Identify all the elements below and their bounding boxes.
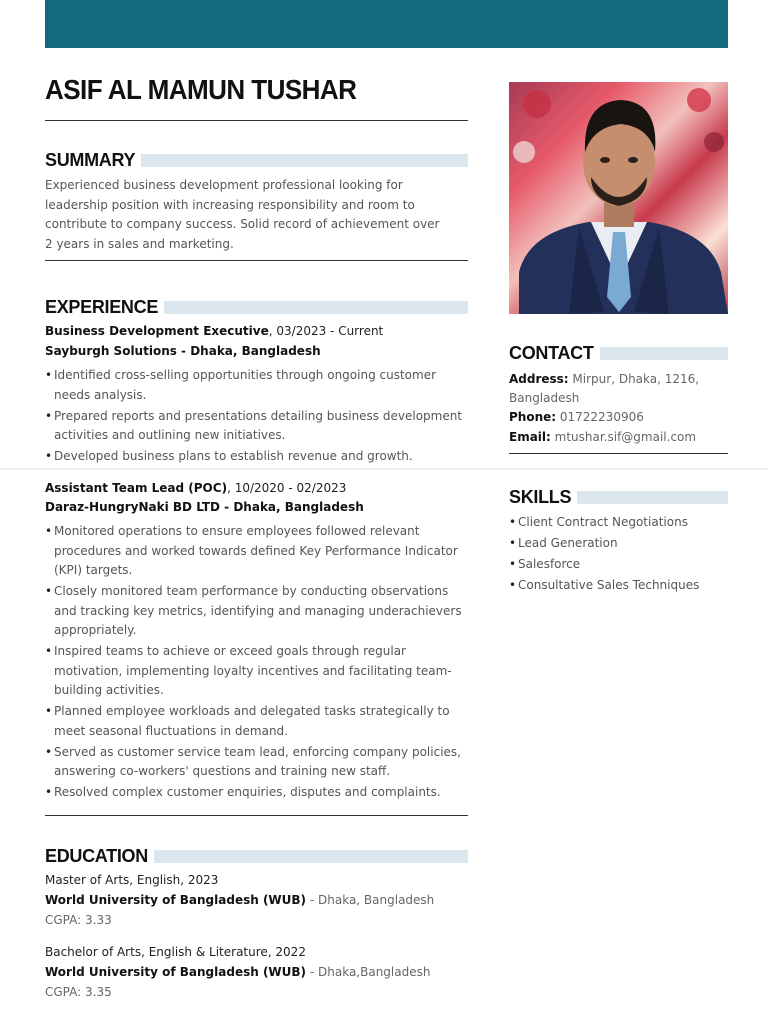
job-role: Assistant Team Lead (POC) [45, 481, 228, 495]
summary-text: Experienced business development professional looking for leadership position with increasing responsibility and room to contribute to company success. Solid record of achievement over 2 years in sales and marketing. [45, 178, 440, 251]
experience-title: EXPERIENCE [45, 297, 159, 317]
phone-label: Phone: [509, 410, 557, 424]
list-item: • Monitored operations to ensure employees followed relevant procedures and worked towards defined Key Performance Indicator (KPI) targets. [45, 522, 470, 581]
list-item: • Developed business plans to establish revenue and growth. [45, 447, 470, 467]
skill-item: • Lead Generation [509, 534, 728, 554]
summary-divider [45, 260, 468, 261]
education-degree-1: Master of Arts, English, 2023 [45, 873, 219, 887]
education-gpa-2: CGPA: 3.35 [45, 985, 112, 999]
list-item: • Inspired teams to achieve or exceed goals through regular motivation, implementing loyalty incentives and facilitating team-building activities. [45, 642, 470, 701]
education-location: - Dhaka, Bangladesh [306, 893, 435, 907]
email-label: Email: [509, 430, 551, 444]
education-degree-2: Bachelor of Arts, English & Literature, 2022 [45, 945, 306, 959]
job-title-2 [45, 481, 346, 495]
list-item: • Planned employee workloads and delegated tasks strategically to meet seasonal fluctuations in demand. [45, 702, 470, 741]
experience-band [164, 301, 468, 314]
list-item: • Prepared reports and presentations detailing business development activities and outlining new initiatives. [45, 407, 470, 446]
contact-band [600, 347, 728, 360]
profile-photo [509, 82, 728, 314]
email-value: mtushar.sif@gmail.com [550, 430, 697, 444]
education-title: EDUCATION [45, 846, 148, 866]
skills-title: SKILLS [509, 487, 572, 507]
education-gpa-1: CGPA: 3.33 [45, 913, 112, 927]
page-break [0, 468, 768, 470]
summary-title: SUMMARY [45, 150, 136, 170]
header-bar [45, 0, 728, 48]
contact-email [509, 428, 696, 448]
job-role: Business Development Executive [45, 324, 269, 338]
experience-divider [45, 815, 468, 816]
summary-heading [45, 150, 468, 171]
contact-address-line2: Bangladesh [509, 391, 580, 405]
job-bullets-1 [45, 366, 470, 468]
list-item: • Served as customer service team lead, enforcing company policies, answering co-workers' questions and training new staff. [45, 743, 470, 782]
education-heading [45, 846, 468, 867]
contact-divider [509, 453, 728, 454]
candidate-name: ASIF AL MAMUN TUSHAR [45, 74, 357, 105]
education-band [154, 850, 468, 863]
job-org-2: Daraz-HungryNaki BD LTD - Dhaka, Bangladesh [45, 500, 364, 514]
name-divider [45, 120, 468, 121]
list-item: • Closely monitored team performance by conducting observations and tracking key metrics, identifying and managing underachievers appropriately. [45, 582, 470, 641]
contact-title: CONTACT [509, 343, 594, 363]
portrait-illustration [509, 82, 728, 314]
address-label: Address: [509, 372, 569, 386]
job-dates: , 03/2023 - Current [268, 324, 384, 338]
education-location: - Dhaka,Bangladesh [306, 965, 431, 979]
skills-band [577, 491, 728, 504]
skill-item: • Consultative Sales Techniques [509, 576, 728, 596]
phone-value: 01722230906 [556, 410, 644, 424]
list-item: • Identified cross-selling opportunities through ongoing customer needs analysis. [45, 366, 470, 405]
education-school-line-2 [45, 963, 430, 983]
summary-band [141, 154, 468, 167]
experience-heading [45, 297, 468, 318]
list-item: • Resolved complex customer enquiries, disputes and complaints. [45, 783, 470, 803]
education-school: World University of Bangladesh (WUB) [45, 893, 307, 907]
address-value: Mirpur, Dhaka, 1216, [568, 372, 700, 386]
skill-item: • Salesforce [509, 555, 728, 575]
skills-list [509, 513, 728, 597]
job-org-1: Sayburgh Solutions - Dhaka, Bangladesh [45, 344, 321, 358]
job-bullets-2 [45, 522, 470, 804]
education-school: World University of Bangladesh (WUB) [45, 965, 307, 979]
job-title-1 [45, 324, 383, 338]
contact-phone [509, 408, 644, 428]
job-dates: , 10/2020 - 02/2023 [227, 481, 347, 495]
education-school-line-1 [45, 891, 434, 911]
contact-heading [509, 343, 728, 364]
contact-address [509, 370, 699, 390]
skills-heading [509, 487, 728, 508]
skill-item: • Client Contract Negotiations [509, 513, 728, 533]
